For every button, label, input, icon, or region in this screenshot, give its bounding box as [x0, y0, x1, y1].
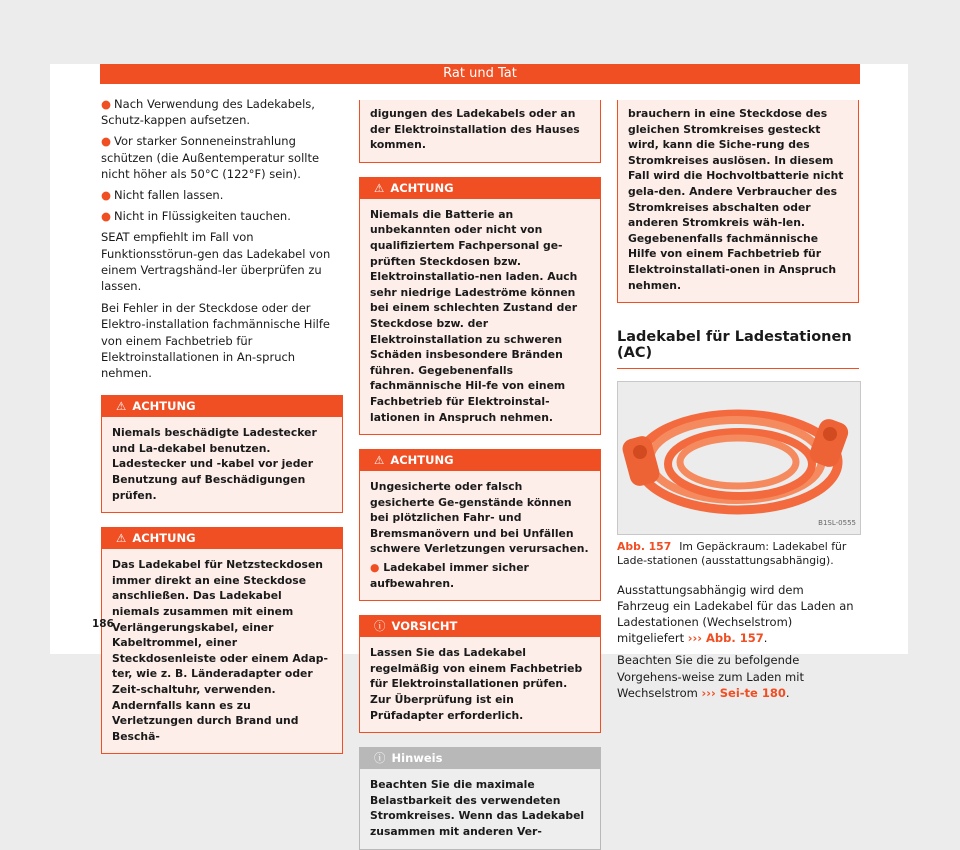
- warning-triangle-icon: ⚠: [374, 180, 385, 195]
- note-box: [359, 747, 601, 849]
- warning-text: Ungesicherte oder falsch gesicherte Ge-genstände können bei plötzlichen Fahr- und Bremsmanövern und bei Unfällen schwere Verletzungen verursachen.: [370, 480, 589, 556]
- figure-reference-link[interactable]: ››› Abb. 157: [687, 631, 764, 646]
- figure-caption: Abb. 157 Im Gepäckraum: Ladekabel für Lade-stationen (ausstattungsabhängig).: [617, 539, 847, 567]
- warning-text: Das Ladekabel für Netzsteckdosen immer direkt an eine Steckdose anschließen. Das Ladekabel niemals zusammen mit einem Verlängerungskabel, einer Kabeltrommel, einer Steckdosenleiste oder einem Adap-ter, wie z. B. Länderadapter oder Zeit-schaltuhr, verwenden. Andernfalls kann es zu Verletzungen durch Brand und Beschä-: [102, 549, 342, 753]
- column-1: [101, 96, 343, 754]
- warning-box-continued: [617, 100, 859, 303]
- list-item: ● Nach Verwendung des Ladekabels, Schutz-kappen aufsetzen.: [101, 97, 315, 128]
- warning-text: Niemals beschädigte Ladestecker und La-dekabel benutzen. Ladestecker und -kabel vor jeder Benutzung auf Beschädigungen prüfen.: [102, 417, 342, 512]
- paragraph: SEAT empfiehlt im Fall von Funktionsstörun-gen das Ladekabel von einem Vertragshänd-ler überprüfen zu lassen.: [101, 230, 331, 294]
- bullet-icon: ●: [101, 97, 112, 111]
- list-item: ● Nicht fallen lassen.: [101, 188, 224, 203]
- warning-header: ⚠ ACHTUNG: [360, 450, 600, 471]
- column-2: [359, 100, 601, 850]
- bullet-icon: ●: [370, 561, 384, 575]
- warning-text: Niemals die Batterie an unbekannten oder nicht von qualifiziertem Fachpersonal ge-prüften Steckdosen bzw. Elektroinstallatio-nen laden. Auch sehr niedrige Ladeströme können bei einem schlechten Zustand der Steckdose bzw. der Elektroinstallation zu schweren Schäden insbesondere Bränden führen. Gegebenenfalls fachmännische Hil-fe von einem Fachbetrieb für Elektroinstal-lationen in Anspruch nehmen.: [360, 199, 600, 434]
- note-header: ⓘ Hinweis: [360, 748, 600, 769]
- warning-triangle-icon: ⚠: [116, 399, 127, 414]
- warning-triangle-icon: ⚠: [116, 531, 127, 546]
- bullet-icon: ●: [101, 209, 112, 224]
- warning-header: ⚠ ACHTUNG: [102, 396, 342, 417]
- page-number: 186: [92, 618, 114, 630]
- paragraph: Beachten Sie die zu befolgende Vorgehens-weise zum Laden mit Wechselstrom ››› Sei-te 180.: [617, 653, 804, 700]
- warning-header: ⚠ ACHTUNG: [360, 178, 600, 199]
- list-item: ● Ladekabel immer sicher aufbewahren.: [370, 561, 529, 590]
- warning-header: ⚠ ACHTUNG: [102, 528, 342, 549]
- page-header: Rat und Tat: [100, 64, 860, 84]
- warning-text: digungen des Ladekabels oder an der Elektroinstallation des Hauses kommen.: [360, 100, 600, 162]
- list-item: ● Nicht in Flüssigkeiten tauchen.: [101, 209, 291, 224]
- warning-body: [360, 471, 600, 600]
- bullet-icon: ●: [101, 188, 112, 203]
- page-reference-link[interactable]: ››› Sei-te 180: [701, 685, 786, 700]
- paragraph: Bei Fehler in der Steckdose oder der Elektro-installation fachmännische Hilfe von einem Fachbetrieb für Elektroinstallationen in An-spruch nehmen.: [101, 301, 330, 381]
- charging-cable-illustration: [618, 382, 860, 534]
- column-3: [617, 100, 859, 707]
- bullet-icon: ●: [101, 134, 112, 149]
- section-title: Ladekabel für Ladestationen (AC): [617, 329, 859, 368]
- warning-box: [359, 177, 601, 435]
- warning-box: [359, 449, 601, 601]
- warning-box-continued: [359, 100, 601, 163]
- info-icon: ⓘ: [374, 751, 386, 766]
- figure-charging-cable: [617, 381, 861, 535]
- paragraph: Ausstattungsabhängig wird dem Fahrzeug ein Ladekabel für das Laden an Ladestationen (Wechselstrom) mitgeliefert ››› Abb. 157.: [617, 582, 854, 646]
- warning-box: [101, 395, 343, 513]
- list-item: ● Vor starker Sonneneinstrahlung schützen (die Außentemperatur sollte nicht höher als 50°C (122°F) sein).: [101, 134, 320, 181]
- figure-code: B1SL-0555: [818, 519, 856, 528]
- warning-triangle-icon: ⚠: [374, 453, 385, 468]
- caution-text: Lassen Sie das Ladekabel regelmäßig von einem Fachbetrieb für Elektroinstallationen prüfen. Zur Überprüfung ist ein Prüfadapter erforderlich.: [360, 637, 600, 732]
- warning-text: brauchern in eine Steckdose des gleichen Stromkreises gesteckt wird, kann die Siche-rung des Stromkreises auslösen. In diesem Fall wird die Hochvoltbatterie nicht gela-den. Andere Verbraucher des Stromkreises abschalten oder anderen Stromkreis wäh-len. Gegebenenfalls fachmännische Hilfe von einem Fachbetrieb für Elektroinstallati-onen in Anspruch nehmen.: [618, 100, 858, 302]
- warning-box: [101, 527, 343, 754]
- caution-circle-icon: ⓘ: [374, 619, 386, 634]
- caution-header: ⓘ VORSICHT: [360, 616, 600, 637]
- caution-box: [359, 615, 601, 733]
- note-text: Beachten Sie die maximale Belastbarkeit des verwendeten Stromkreises. Wenn das Ladekabel zusammen mit anderen Ver-: [360, 769, 600, 848]
